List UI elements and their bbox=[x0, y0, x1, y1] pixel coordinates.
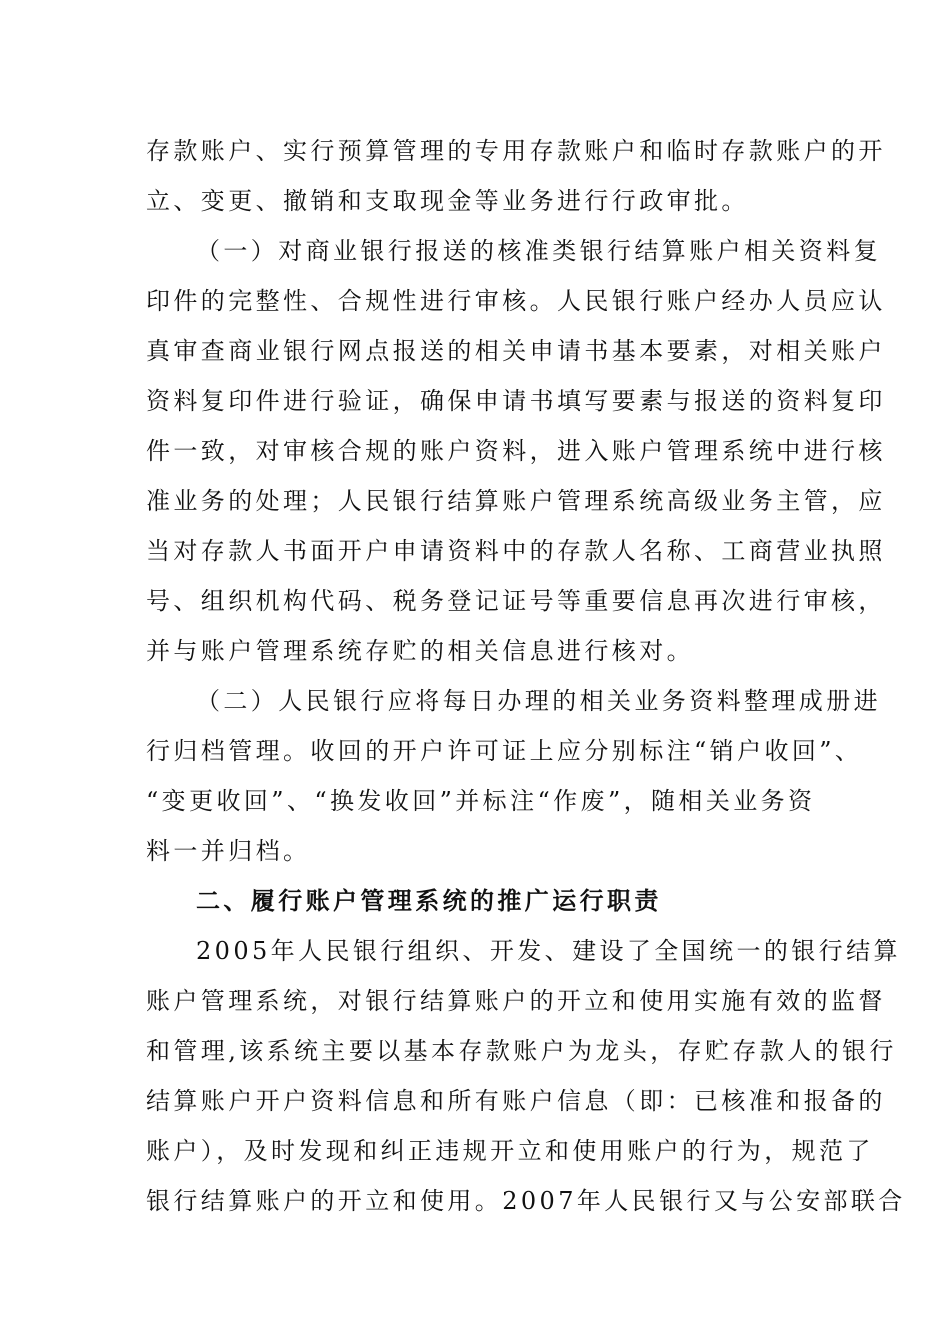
body-text-line: 和管理,该系统主要以基本存款账户为龙头，存贮存款人的银行 bbox=[146, 1037, 897, 1065]
section-heading: 二、履行账户管理系统的推广运行职责 bbox=[196, 886, 662, 915]
paragraph-first-line: （二）人民银行应将每日办理的相关业务资料整理成册进 bbox=[196, 687, 881, 715]
body-text-line: 账户管理系统，对银行结算账户的开立和使用实施有效的监督 bbox=[146, 987, 886, 1015]
paragraph-first-line: （一）对商业银行报送的核准类银行结算账户相关资料复 bbox=[196, 237, 881, 265]
body-text-line: 结算账户开户资料信息和所有账户信息（即：已核准和报备的 bbox=[146, 1087, 886, 1115]
body-text-line: 印件的完整性、合规性进行审核。人民银行账户经办人员应认 bbox=[146, 287, 886, 315]
body-text-line: 料一并归档。 bbox=[146, 837, 311, 865]
body-text-line: 件一致，对审核合规的账户资料，进入账户管理系统中进行核 bbox=[146, 437, 886, 465]
body-text-line: 立、变更、撤销和支取现金等业务进行行政审批。 bbox=[146, 187, 749, 215]
body-text-line: 资料复印件进行验证，确保申请书填写要素与报送的资料复印 bbox=[146, 387, 886, 415]
body-text-line: “变更收回”、“换发收回”并标注“作废”，随相关业务资 bbox=[146, 787, 816, 815]
body-text-line: 当对存款人书面开户申请资料中的存款人名称、工商营业执照 bbox=[146, 537, 886, 565]
body-text-line: 并与账户管理系统存贮的相关信息进行核对。 bbox=[146, 637, 694, 665]
body-text-line: 真审查商业银行网点报送的相关申请书基本要素，对相关账户 bbox=[146, 337, 886, 365]
body-text-line: 银行结算账户的开立和使用。2007年人民银行又与公安部联合 bbox=[146, 1187, 906, 1215]
paragraph-first-line: 2005年人民银行组织、开发、建设了全国统一的银行结算 bbox=[196, 937, 901, 965]
body-text-line: 号、组织机构代码、税务登记证号等重要信息再次进行审核， bbox=[146, 587, 886, 615]
body-text-line: 行归档管理。收回的开户许可证上应分别标注“销户收回”、 bbox=[146, 737, 863, 765]
body-text-line: 准业务的处理；人民银行结算账户管理系统高级业务主管，应 bbox=[146, 487, 886, 515]
body-text-line: 账户），及时发现和纠正违规开立和使用账户的行为，规范了 bbox=[146, 1137, 874, 1165]
body-text-line: 存款账户、实行预算管理的专用存款账户和临时存款账户的开 bbox=[146, 137, 886, 165]
